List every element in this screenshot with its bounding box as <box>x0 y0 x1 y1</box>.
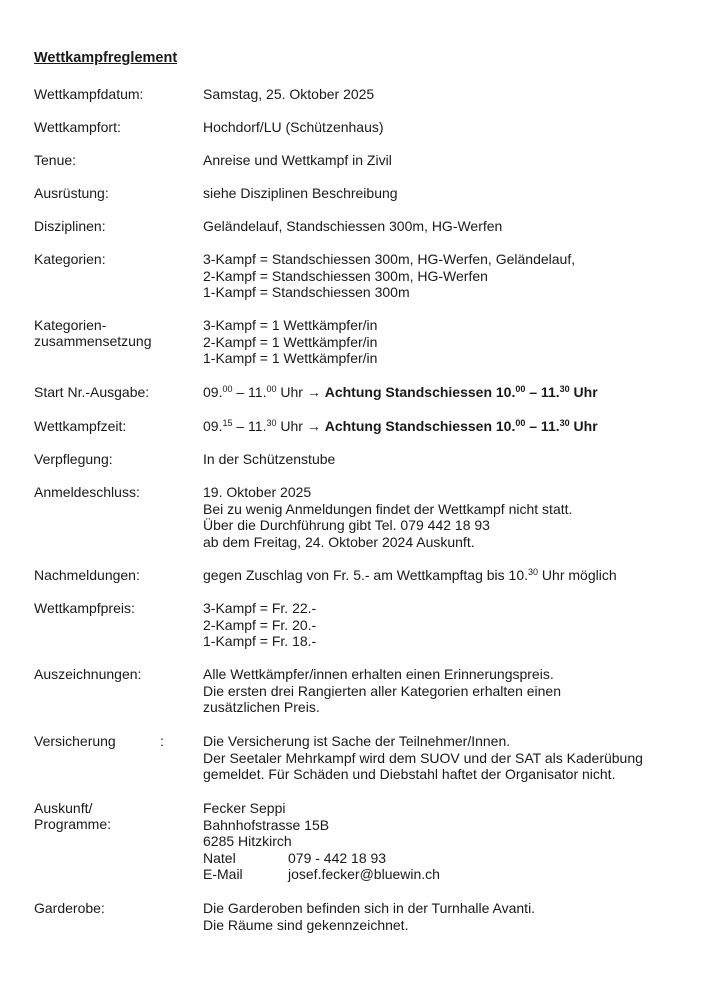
text-line: 3-Kampf = Fr. 22.- <box>203 600 317 616</box>
notice-text: Uhr <box>569 384 598 400</box>
label-nachmeldungen: Nachmeldungen: <box>34 567 140 583</box>
phone-value: 079 - 442 18 93 <box>288 849 387 866</box>
label-garderobe: Garderobe: <box>34 900 105 916</box>
value-nachmeldungen <box>203 567 693 584</box>
time-sup: 30 <box>266 418 277 428</box>
email-label: E-Mail <box>203 866 243 882</box>
contact-phone <box>203 850 693 867</box>
text-line: 2-Kampf = 1 Wettkämpfer/in <box>203 333 378 350</box>
notice-text: – 11. <box>525 384 560 400</box>
time-sup: 00 <box>222 384 233 394</box>
label-anmeldeschluss: Anmeldeschluss: <box>34 484 140 500</box>
text-line: 3-Kampf = Standschiessen 300m, HG-Werfen, Geländelauf, <box>203 251 576 267</box>
value-kategorien <box>203 251 693 301</box>
label-startnr: Start Nr.-Ausgabe: <box>34 384 150 400</box>
text-line: Die Räume sind gekennzeichnet. <box>203 916 409 933</box>
text-part: gegen Zuschlag von Fr. 5.- am Wettkampftag bis 10. <box>203 567 529 583</box>
label-tenue: Tenue: <box>34 152 77 168</box>
text-line: Die Versicherung ist Sache der Teilnehmer/Innen. <box>203 733 511 749</box>
notice-sup: 00 <box>515 384 526 394</box>
value-preis <box>203 600 693 650</box>
notice-sup: 00 <box>515 418 526 428</box>
label-kategorien: Kategorien: <box>34 251 106 267</box>
label-zeit: Wettkampfzeit: <box>34 418 127 434</box>
value-verpflegung: In der Schützenstube <box>203 451 336 467</box>
label-datum: Wettkampfdatum: <box>34 86 144 102</box>
label-preis: Wettkampfpreis: <box>34 600 135 616</box>
time-text: – 11. <box>232 418 267 434</box>
text-line: 19. Oktober 2025 <box>203 484 312 500</box>
notice-text: Achtung Standschiessen 10. <box>324 384 516 400</box>
value-tenue: Anreise und Wettkampf in Zivil <box>203 152 392 168</box>
label-zusammensetzung: Kategorien- zusammensetzung <box>34 317 152 349</box>
value-ausruestung: siehe Disziplinen Beschreibung <box>203 185 398 201</box>
text-line: Bei zu wenig Anmeldungen findet der Wettkampf nicht statt. <box>203 500 573 517</box>
text-line: 2-Kampf = Standschiessen 300m, HG-Werfen <box>203 267 488 284</box>
time-sup: 00 <box>266 384 277 394</box>
value-auszeichnungen <box>203 666 693 716</box>
notice-sup: 30 <box>559 384 570 394</box>
phone-label: Natel <box>203 849 236 866</box>
text-line: Bahnhofstrasse 15B <box>203 816 330 833</box>
text-line: 2-Kampf = Fr. 20.- <box>203 616 317 633</box>
value-startnr <box>203 384 693 401</box>
text-line: ab dem Freitag, 24. Oktober 2024 Auskunft. <box>203 533 475 550</box>
page-title: Wettkampfreglement <box>34 50 178 66</box>
value-zeit <box>203 418 693 435</box>
text-line: 1-Kampf = Standschiessen 300m <box>203 284 410 300</box>
text-line: gemeldet. Für Schäden und Diebstahl haftet der Organisator nicht. <box>203 766 616 782</box>
time-text: Uhr → <box>276 418 325 434</box>
label-colon: : <box>160 733 164 749</box>
text-line: Über die Durchführung gibt Tel. 079 442 18 93 <box>203 517 490 533</box>
value-datum: Samstag, 25. Oktober 2025 <box>203 86 375 102</box>
email-value: josef.fecker@bluewin.ch <box>288 866 440 882</box>
value-zusammensetzung <box>203 317 693 367</box>
label-auskunft: Auskunft/ Programme: <box>34 800 112 832</box>
notice-text: Uhr <box>569 418 598 434</box>
label-ort: Wettkampfort: <box>34 119 121 135</box>
text-line: 3-Kampf = 1 Wettkämpfer/in <box>203 317 378 333</box>
text-line: 1-Kampf = Fr. 18.- <box>203 633 317 649</box>
text-line: 1-Kampf = 1 Wettkämpfer/in <box>203 350 378 366</box>
time-sup: 15 <box>222 418 233 428</box>
value-garderobe <box>203 900 693 933</box>
text-line: zusätzlichen Preis. <box>203 699 320 715</box>
time-text: Uhr → <box>276 384 325 400</box>
time-sup: 30 <box>528 567 539 577</box>
time-text: 09. <box>203 384 223 400</box>
label-disziplinen: Disziplinen: <box>34 218 106 234</box>
notice-text: Achtung Standschiessen 10. <box>324 418 516 434</box>
label-versicherung: Versicherung <box>34 733 116 749</box>
text-line: Der Seetaler Mehrkampf wird dem SUOV und der SAT als Kaderübung <box>203 749 643 766</box>
label-auszeichnungen: Auszeichnungen: <box>34 666 142 682</box>
text-line: 6285 Hitzkirch <box>203 833 292 849</box>
text-line: Die ersten drei Rangierten aller Kategorien erhalten einen <box>203 682 561 699</box>
text-line: Fecker Seppi <box>203 800 286 816</box>
value-disziplinen: Geländelauf, Standschiessen 300m, HG-Werfen <box>203 218 503 234</box>
time-text: – 11. <box>232 384 267 400</box>
value-versicherung <box>203 733 693 783</box>
contact-email <box>203 866 693 883</box>
text-line: Die Garderoben befinden sich in der Turnhalle Avanti. <box>203 900 536 916</box>
value-ort: Hochdorf/LU (Schützenhaus) <box>203 119 384 135</box>
label-verpflegung: Verpflegung: <box>34 451 113 467</box>
time-text: 09. <box>203 418 223 434</box>
notice-text: – 11. <box>525 418 560 434</box>
text-part: Uhr möglich <box>538 567 617 583</box>
value-anmeldeschluss <box>203 484 693 550</box>
notice-sup: 30 <box>559 418 570 428</box>
value-auskunft <box>203 800 693 883</box>
label-ausruestung: Ausrüstung: <box>34 185 109 201</box>
text-line: Alle Wettkämpfer/innen erhalten einen Erinnerungspreis. <box>203 666 554 682</box>
